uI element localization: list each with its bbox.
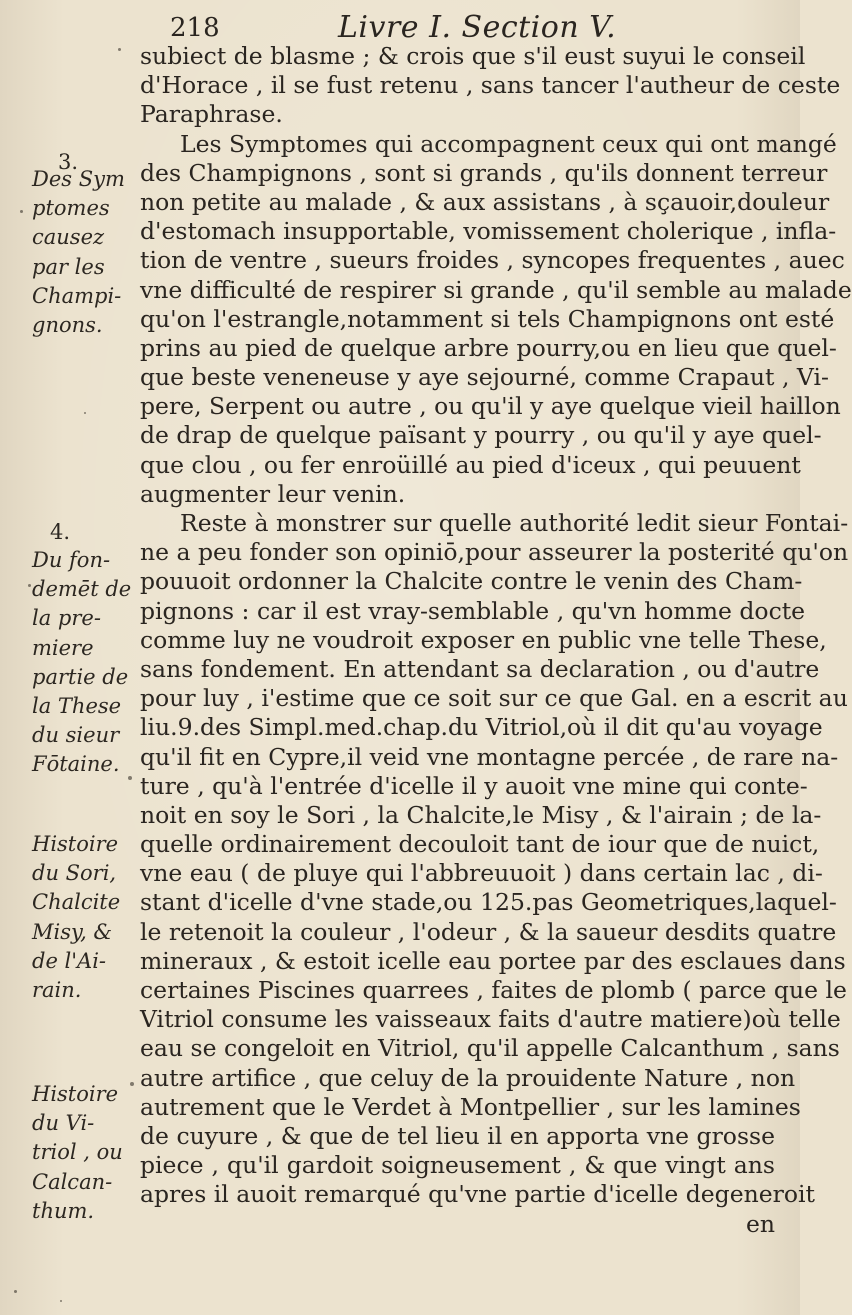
paper-speck — [118, 48, 121, 51]
margin-note-fondement — [32, 546, 131, 780]
text-line: d'estomach insupportable, vomissement cholerique , infla- — [140, 217, 837, 246]
catchword: en — [745, 1209, 775, 1238]
margin-note-line: causez — [32, 225, 105, 250]
text-line: Reste à monstrer sur quelle authorité ledit sieur Fontai- — [180, 509, 849, 537]
text-line: eau se congeloit en Vitriol, qu'il appelle Calcanthum , sans — [140, 1034, 840, 1063]
margin-note-line: la These — [32, 694, 122, 719]
margin-note-line: thum. — [32, 1198, 95, 1223]
text-line: qu'il fit en Cypre,il veid vne montagne percée , de rare na- — [140, 742, 839, 771]
text-line: que clou , ou fer enroüillé au pied d'iceux , qui peuuent — [140, 450, 801, 479]
running-title: Livre I. Section V. — [338, 10, 617, 45]
text-line: autre artifice , que celuy de la prouidente Nature , non — [140, 1063, 796, 1092]
margin-note-line: Champi- — [32, 283, 122, 308]
text-line: de drap de quelque païsant y pourry , ou qu'il y aye quel- — [140, 421, 822, 450]
margin-number-4: 4. — [50, 520, 71, 544]
margin-note-line: du Vi- — [32, 1111, 95, 1136]
text-line: le retenoit la couleur , l'odeur , & la saueur desdits quatre — [140, 917, 837, 946]
paper-speck — [84, 412, 86, 414]
margin-note-line: gnons. — [32, 313, 103, 338]
margin-number-3: 3. — [58, 150, 79, 174]
margin-note-line: ptomes — [32, 196, 110, 221]
page-number: 218 — [170, 13, 220, 43]
margin-note-line: miere — [32, 635, 94, 660]
margin-note-line: triol , ou — [32, 1140, 123, 1165]
text-line: Les Symptomes qui accompagnent ceux qui ont mangé — [180, 129, 837, 158]
text-line: sans fondement. En attendant sa declaration , ou d'autre — [140, 654, 820, 683]
text-line: pouuoit ordonner la Chalcite contre le venin des Cham- — [140, 567, 803, 596]
margin-note-line: Histoire — [32, 832, 119, 856]
text-line: noit en soy le Sori , la Chalcite,le Misy , & l'airain ; de la- — [140, 800, 822, 829]
text-line: ture , qu'à l'entrée d'icelle il y auoit vne mine qui conte- — [140, 771, 808, 800]
margin-note-line: du sieur — [32, 723, 120, 748]
text-line: vne difficulté de respirer si grande , qu'il semble au malade — [140, 275, 852, 304]
text-line: subiect de blasme ; & crois que s'il eust suyui le conseil — [140, 42, 806, 70]
text-line: stant d'icelle d'vne stade,ou 125.pas Geometriques,laquel- — [140, 888, 837, 917]
text-line: tion de ventre , sueurs froides , syncopes frequentes , auec — [140, 246, 845, 275]
text-line: vne eau ( de pluye qui l'abbreuuoit ) dans certain lac , di- — [140, 859, 823, 888]
margin-note-line: rain. — [32, 978, 82, 1003]
text-line: des Champignons , sont si grands , qu'ils donnent terreur — [140, 158, 828, 187]
margin-note-line: du Sori, — [32, 861, 117, 886]
text-line: mineraux , & estoit icelle eau portee par des esclaues dans — [140, 946, 846, 975]
margin-note-line: la pre- — [32, 606, 101, 631]
text-line: de cuyure , & que de tel lieu il en apporta vne grosse — [140, 1121, 775, 1150]
page-header — [170, 10, 790, 46]
text-line: prins au pied de quelque arbre pourry,ou en lieu que quel- — [140, 333, 837, 362]
text-line: quelle ordinairement decouloit tant de iour que de nuict, — [140, 830, 820, 859]
paper-speck — [130, 1082, 134, 1086]
paper-speck — [14, 1290, 17, 1293]
margin-note-line: demēt de — [32, 577, 132, 602]
text-line: augmenter leur venin. — [140, 479, 406, 508]
text-line: ne a peu fonder son opiniō,pour asseurer la posterité qu'on — [140, 538, 849, 567]
text-line: pignons : car il est vray-semblable , qu'vn homme docte — [140, 596, 806, 625]
text-line: Paraphrase. — [140, 100, 283, 129]
margin-note-sori — [32, 830, 120, 1005]
text-line: apres il auoit remarqué qu'vne partie d'icelle degeneroit — [140, 1180, 816, 1209]
text-line: certaines Piscines quarrees , faites de plomb ( parce que le — [140, 976, 847, 1004]
margin-note-line: Misy, & — [32, 919, 113, 944]
paper-speck — [60, 1300, 62, 1302]
text-line: autrement que le Verdet à Montpellier , sur les lamines — [140, 1092, 801, 1121]
margin-note-line: partie de — [32, 664, 129, 689]
paper-speck — [20, 210, 23, 213]
text-line: comme luy ne voudroit exposer en public vne telle These, — [140, 625, 827, 654]
margin-note-line: par les — [32, 254, 105, 279]
text-line: piece , qu'il gardoit soigneusement , & que vingt ans — [140, 1151, 775, 1180]
text-line: que beste veneneuse y aye sejourné, comme Crapaut , Vi- — [140, 363, 829, 392]
body-text — [140, 42, 852, 1239]
margin-note-line: Fōtaine. — [32, 752, 120, 777]
margin-note-line: Des Sym — [32, 167, 125, 191]
margin-note-line: Calcan- — [32, 1169, 113, 1194]
margin-note-symptomes — [32, 165, 125, 340]
margin-note-line: de l'Ai- — [32, 948, 107, 973]
paper-speck — [28, 584, 31, 587]
margin-note-vitriol — [32, 1080, 123, 1226]
margin-note-line: Histoire — [32, 1082, 119, 1106]
text-line: Vitriol consume les vaisseaux faits d'autre matiere)où telle — [140, 1005, 841, 1034]
text-line: d'Horace , il se fust retenu , sans tancer l'autheur de ceste — [140, 71, 841, 100]
margin-note-line: Chalcite — [32, 890, 121, 915]
text-line: non petite au malade , & aux assistans , à sçauoir,douleur — [140, 187, 830, 216]
text-line: liu.9.des Simpl.med.chap.du Vitriol,où il dit qu'au voyage — [140, 713, 823, 742]
text-line: pere, Serpent ou autre , ou qu'il y aye quelque vieil haillon — [140, 392, 841, 421]
margin-note-line: Du fon- — [32, 548, 111, 572]
text-line: qu'on l'estrangle,notamment si tels Champignons ont esté — [140, 304, 835, 333]
paper-speck — [128, 776, 132, 780]
text-line: pour luy , i'estime que ce soit sur ce que Gal. en a escrit au — [140, 684, 848, 713]
